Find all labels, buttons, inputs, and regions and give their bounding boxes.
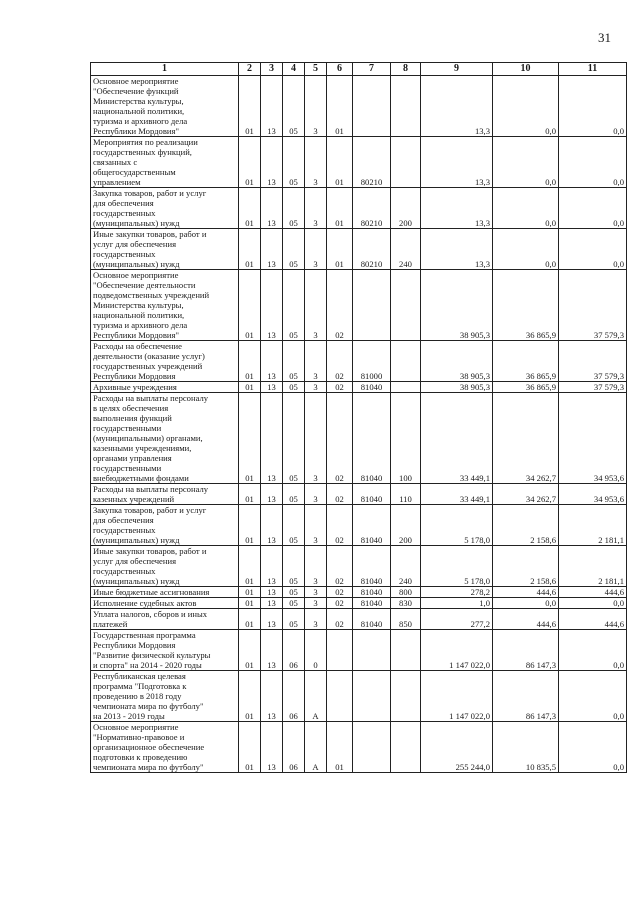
row-name-line: услуг для обеспечения (93, 556, 177, 566)
row-name-line: Мероприятия по реализации (93, 137, 198, 147)
code-cell-c4: 05 (283, 341, 305, 382)
row-name-cell (91, 229, 239, 270)
amount-cell-c9: 13,3 (421, 76, 493, 137)
code-cell-c5: 3 (305, 341, 327, 382)
column-header: 1 (91, 63, 239, 76)
code-cell-c2: 01 (239, 722, 261, 773)
table-row (91, 609, 627, 630)
code-cell-c4: 06 (283, 722, 305, 773)
table-row (91, 229, 627, 270)
code-cell-c6 (327, 630, 353, 671)
row-name-line: Архивные учреждения (93, 382, 177, 392)
code-cell-c3: 13 (261, 630, 283, 671)
table-row (91, 505, 627, 546)
code-cell-c6: 02 (327, 393, 353, 484)
table-row (91, 671, 627, 722)
amount-cell-c10: 0,0 (493, 598, 559, 609)
row-name-cell (91, 382, 239, 393)
code-cell-c4: 05 (283, 229, 305, 270)
row-name-line: Республики Мордовия" (93, 126, 179, 136)
column-header: 5 (305, 63, 327, 76)
row-name-line: (муниципальных) нужд (93, 259, 180, 269)
row-name-line: Республиканская целевая (93, 671, 186, 681)
row-name-line: национальной политики, (93, 310, 185, 320)
amount-cell-c11: 37 579,3 (559, 270, 627, 341)
row-name-line: Республики Мордовия (93, 640, 176, 650)
column-header: 3 (261, 63, 283, 76)
row-name-cell (91, 76, 239, 137)
code-cell-c2: 01 (239, 341, 261, 382)
code-cell-c8: 100 (391, 393, 421, 484)
amount-cell-c11: 444,6 (559, 609, 627, 630)
code-cell-c5: 3 (305, 598, 327, 609)
code-cell-c5: 3 (305, 587, 327, 598)
code-cell-c5: А (305, 671, 327, 722)
code-cell-c4: 06 (283, 630, 305, 671)
code-cell-c4: 05 (283, 137, 305, 188)
code-cell-c2: 01 (239, 382, 261, 393)
row-name-cell (91, 671, 239, 722)
code-cell-c7 (353, 722, 391, 773)
code-cell-c3: 13 (261, 484, 283, 505)
code-cell-c5: 3 (305, 609, 327, 630)
amount-cell-c10: 36 865,9 (493, 341, 559, 382)
row-name-cell (91, 137, 239, 188)
amount-cell-c9: 1 147 022,0 (421, 630, 493, 671)
code-cell-c4: 05 (283, 270, 305, 341)
code-cell-c5: 3 (305, 484, 327, 505)
code-cell-c8: 240 (391, 546, 421, 587)
code-cell-c8 (391, 137, 421, 188)
code-cell-c6: 01 (327, 722, 353, 773)
code-cell-c2: 01 (239, 137, 261, 188)
row-name-cell (91, 484, 239, 505)
amount-cell-c11: 2 181,1 (559, 546, 627, 587)
code-cell-c3: 13 (261, 609, 283, 630)
table-row (91, 630, 627, 671)
code-cell-c8: 200 (391, 505, 421, 546)
amount-cell-c11: 0,0 (559, 671, 627, 722)
amount-cell-c11: 34 953,6 (559, 484, 627, 505)
amount-cell-c10: 0,0 (493, 229, 559, 270)
row-name-line: услуг для обеспечения (93, 239, 177, 249)
row-name-line: Иные закупки товаров, работ и (93, 229, 207, 239)
table-row (91, 587, 627, 598)
table-row (91, 76, 627, 137)
row-name-line: государственными (93, 463, 162, 473)
row-name-line: Закупка товаров, работ и услуг (93, 188, 207, 198)
code-cell-c7: 80210 (353, 229, 391, 270)
code-cell-c3: 13 (261, 546, 283, 587)
row-name-line: Закупка товаров, работ и услуг (93, 505, 207, 515)
amount-cell-c11: 0,0 (559, 598, 627, 609)
code-cell-c5: 3 (305, 76, 327, 137)
amount-cell-c9: 13,3 (421, 229, 493, 270)
code-cell-c6 (327, 671, 353, 722)
table-row (91, 270, 627, 341)
row-name-line: чемпионата мира по футболу" (93, 762, 204, 772)
amount-cell-c9: 38 905,3 (421, 382, 493, 393)
code-cell-c5: 3 (305, 382, 327, 393)
row-name-line: проведению в 2018 году (93, 691, 182, 701)
row-name-line: Исполнение судебных актов (93, 598, 197, 608)
code-cell-c4: 05 (283, 598, 305, 609)
amount-cell-c11: 0,0 (559, 722, 627, 773)
amount-cell-c9: 33 449,1 (421, 484, 493, 505)
code-cell-c7: 80210 (353, 188, 391, 229)
row-name-line: Министерства культуры, (93, 96, 184, 106)
column-header: 11 (559, 63, 627, 76)
row-name-cell (91, 188, 239, 229)
code-cell-c6: 02 (327, 382, 353, 393)
code-cell-c4: 05 (283, 76, 305, 137)
amount-cell-c11: 0,0 (559, 188, 627, 229)
code-cell-c3: 13 (261, 270, 283, 341)
header-row (91, 63, 627, 76)
code-cell-c2: 01 (239, 587, 261, 598)
row-name-line: государственных (93, 525, 156, 535)
code-cell-c4: 05 (283, 393, 305, 484)
code-cell-c6: 02 (327, 484, 353, 505)
code-cell-c6: 01 (327, 137, 353, 188)
code-cell-c2: 01 (239, 188, 261, 229)
row-name-line: Министерства культуры, (93, 300, 184, 310)
amount-cell-c10: 86 147,3 (493, 630, 559, 671)
code-cell-c8: 110 (391, 484, 421, 505)
code-cell-c4: 05 (283, 188, 305, 229)
code-cell-c4: 06 (283, 671, 305, 722)
row-name-cell (91, 505, 239, 546)
column-header: 7 (353, 63, 391, 76)
row-name-line: Основное мероприятие (93, 722, 179, 732)
row-name-line: чемпионата мира по футболу" (93, 701, 204, 711)
code-cell-c4: 05 (283, 546, 305, 587)
code-cell-c6: 02 (327, 598, 353, 609)
amount-cell-c10: 444,6 (493, 587, 559, 598)
code-cell-c5: 3 (305, 270, 327, 341)
amount-cell-c11: 37 579,3 (559, 341, 627, 382)
code-cell-c8 (391, 270, 421, 341)
row-name-line: государственных (93, 249, 156, 259)
code-cell-c3: 13 (261, 598, 283, 609)
code-cell-c7: 81040 (353, 393, 391, 484)
code-cell-c7: 81040 (353, 546, 391, 587)
amount-cell-c10: 0,0 (493, 76, 559, 137)
code-cell-c5: А (305, 722, 327, 773)
code-cell-c3: 13 (261, 671, 283, 722)
code-cell-c3: 13 (261, 341, 283, 382)
row-name-line: Расходы на обеспечение (93, 341, 182, 351)
code-cell-c2: 01 (239, 505, 261, 546)
row-name-cell (91, 341, 239, 382)
row-name-line: в целях обеспечения (93, 403, 169, 413)
code-cell-c6: 02 (327, 587, 353, 598)
code-cell-c2: 01 (239, 270, 261, 341)
code-cell-c2: 01 (239, 630, 261, 671)
row-name-line: выполнения функций (93, 413, 172, 423)
code-cell-c3: 13 (261, 505, 283, 546)
code-cell-c7: 81040 (353, 484, 391, 505)
row-name-line: внебюджетными фондами (93, 473, 189, 483)
row-name-cell (91, 546, 239, 587)
row-name-line: государственных (93, 208, 156, 218)
column-header: 10 (493, 63, 559, 76)
code-cell-c3: 13 (261, 137, 283, 188)
row-name-line: (муниципальных) нужд (93, 218, 180, 228)
amount-cell-c9: 38 905,3 (421, 341, 493, 382)
code-cell-c6: 02 (327, 270, 353, 341)
column-header: 8 (391, 63, 421, 76)
amount-cell-c9: 5 178,0 (421, 546, 493, 587)
code-cell-c7: 81040 (353, 587, 391, 598)
row-name-line: общегосударственным (93, 167, 176, 177)
table-row (91, 137, 627, 188)
table-row (91, 484, 627, 505)
row-name-line: организационное обеспечение (93, 742, 205, 752)
row-name-cell (91, 609, 239, 630)
code-cell-c8: 800 (391, 587, 421, 598)
row-name-line: "Нормативно-правовое и (93, 732, 185, 742)
amount-cell-c10: 34 262,7 (493, 484, 559, 505)
code-cell-c3: 13 (261, 722, 283, 773)
amount-cell-c10: 34 262,7 (493, 393, 559, 484)
row-name-line: туризма и архивного дела (93, 116, 188, 126)
code-cell-c8 (391, 76, 421, 137)
code-cell-c8 (391, 630, 421, 671)
amount-cell-c9: 38 905,3 (421, 270, 493, 341)
row-name-line: (муниципальных) нужд (93, 576, 180, 586)
row-name-line: государственных учреждений (93, 361, 203, 371)
row-name-line: органами управления (93, 453, 172, 463)
code-cell-c7 (353, 76, 391, 137)
row-name-line: платежей (93, 619, 128, 629)
row-name-cell (91, 722, 239, 773)
column-header: 6 (327, 63, 353, 76)
row-name-line: казенными учреждениями, (93, 443, 192, 453)
code-cell-c2: 01 (239, 546, 261, 587)
row-name-line: Основное мероприятие (93, 270, 179, 280)
code-cell-c4: 05 (283, 505, 305, 546)
row-name-line: "Обеспечение деятельности (93, 280, 196, 290)
code-cell-c6: 02 (327, 341, 353, 382)
row-name-line: государственных функций, (93, 147, 192, 157)
row-name-line: Республики Мордовия (93, 371, 176, 381)
code-cell-c7: 81040 (353, 382, 391, 393)
code-cell-c3: 13 (261, 382, 283, 393)
amount-cell-c11: 0,0 (559, 229, 627, 270)
row-name-line: для обеспечения (93, 198, 154, 208)
amount-cell-c9: 255 244,0 (421, 722, 493, 773)
code-cell-c5: 3 (305, 505, 327, 546)
row-name-line: подготовки к проведению (93, 752, 188, 762)
code-cell-c5: 3 (305, 229, 327, 270)
amount-cell-c11: 0,0 (559, 76, 627, 137)
code-cell-c4: 05 (283, 609, 305, 630)
code-cell-c2: 01 (239, 609, 261, 630)
row-name-line: (муниципальных) нужд (93, 535, 180, 545)
code-cell-c5: 3 (305, 188, 327, 229)
amount-cell-c10: 444,6 (493, 609, 559, 630)
row-name-line: государственными (93, 423, 162, 433)
amount-cell-c10: 2 158,6 (493, 546, 559, 587)
code-cell-c2: 01 (239, 76, 261, 137)
row-name-line: управлением (93, 177, 141, 187)
code-cell-c2: 01 (239, 484, 261, 505)
code-cell-c2: 01 (239, 671, 261, 722)
row-name-line: национальной политики, (93, 106, 185, 116)
table-row (91, 188, 627, 229)
row-name-line: связанных с (93, 157, 138, 167)
column-header: 9 (421, 63, 493, 76)
amount-cell-c11: 444,6 (559, 587, 627, 598)
amount-cell-c11: 0,0 (559, 630, 627, 671)
code-cell-c3: 13 (261, 188, 283, 229)
row-name-line: деятельности (оказание услуг) (93, 351, 205, 361)
amount-cell-c10: 36 865,9 (493, 382, 559, 393)
row-name-line: на 2013 - 2019 годы (93, 711, 165, 721)
code-cell-c5: 3 (305, 393, 327, 484)
row-name-line: Республики Мордовия" (93, 330, 179, 340)
table-row (91, 598, 627, 609)
code-cell-c7: 80210 (353, 137, 391, 188)
code-cell-c7: 81000 (353, 341, 391, 382)
code-cell-c8: 240 (391, 229, 421, 270)
code-cell-c6: 02 (327, 546, 353, 587)
amount-cell-c10: 2 158,6 (493, 505, 559, 546)
code-cell-c5: 3 (305, 137, 327, 188)
amount-cell-c11: 2 181,1 (559, 505, 627, 546)
code-cell-c4: 05 (283, 587, 305, 598)
code-cell-c8 (391, 671, 421, 722)
code-cell-c8 (391, 341, 421, 382)
row-name-line: Основное мероприятие (93, 76, 179, 86)
amount-cell-c9: 278,2 (421, 587, 493, 598)
row-name-line: (муниципальными) органами, (93, 433, 203, 443)
code-cell-c7 (353, 270, 391, 341)
amount-cell-c9: 13,3 (421, 188, 493, 229)
code-cell-c8 (391, 722, 421, 773)
code-cell-c7: 81040 (353, 505, 391, 546)
row-name-cell (91, 587, 239, 598)
code-cell-c8: 200 (391, 188, 421, 229)
row-name-line: государственных (93, 566, 156, 576)
table-row (91, 722, 627, 773)
code-cell-c4: 05 (283, 484, 305, 505)
code-cell-c7: 81040 (353, 598, 391, 609)
amount-cell-c9: 1 147 022,0 (421, 671, 493, 722)
code-cell-c7 (353, 630, 391, 671)
row-name-cell (91, 270, 239, 341)
amount-cell-c10: 0,0 (493, 137, 559, 188)
code-cell-c6: 01 (327, 188, 353, 229)
row-name-line: "Обеспечение функций (93, 86, 179, 96)
amount-cell-c9: 33 449,1 (421, 393, 493, 484)
row-name-line: подведомственных учреждений (93, 290, 210, 300)
amount-cell-c10: 0,0 (493, 188, 559, 229)
row-name-line: программа "Подготовка к (93, 681, 187, 691)
code-cell-c4: 05 (283, 382, 305, 393)
code-cell-c2: 01 (239, 229, 261, 270)
row-name-line: "Развитие физической культуры (93, 650, 211, 660)
code-cell-c7: 81040 (353, 609, 391, 630)
amount-cell-c11: 34 953,6 (559, 393, 627, 484)
row-name-cell (91, 630, 239, 671)
row-name-line: и спорта" на 2014 - 2020 годы (93, 660, 202, 670)
amount-cell-c9: 5 178,0 (421, 505, 493, 546)
row-name-line: туризма и архивного дела (93, 320, 188, 330)
code-cell-c8: 850 (391, 609, 421, 630)
budget-table (90, 62, 627, 773)
code-cell-c5: 0 (305, 630, 327, 671)
code-cell-c6: 02 (327, 505, 353, 546)
row-name-line: Иные закупки товаров, работ и (93, 546, 207, 556)
row-name-line: Иные бюджетные ассигнования (93, 587, 210, 597)
table-row (91, 546, 627, 587)
column-header: 4 (283, 63, 305, 76)
amount-cell-c9: 13,3 (421, 137, 493, 188)
column-header: 2 (239, 63, 261, 76)
code-cell-c6: 02 (327, 609, 353, 630)
row-name-line: Государственная программа (93, 630, 196, 640)
code-cell-c3: 13 (261, 587, 283, 598)
row-name-line: Расходы на выплаты персоналу (93, 484, 209, 494)
code-cell-c3: 13 (261, 393, 283, 484)
code-cell-c6: 01 (327, 229, 353, 270)
amount-cell-c11: 0,0 (559, 137, 627, 188)
row-name-line: Расходы на выплаты персоналу (93, 393, 209, 403)
amount-cell-c10: 36 865,9 (493, 270, 559, 341)
row-name-line: Уплата налогов, сборов и иных (93, 609, 208, 619)
code-cell-c6: 01 (327, 76, 353, 137)
amount-cell-c10: 86 147,3 (493, 671, 559, 722)
amount-cell-c9: 277,2 (421, 609, 493, 630)
table-row (91, 341, 627, 382)
code-cell-c3: 13 (261, 229, 283, 270)
code-cell-c8: 830 (391, 598, 421, 609)
table-row (91, 382, 627, 393)
code-cell-c2: 01 (239, 598, 261, 609)
code-cell-c5: 3 (305, 546, 327, 587)
row-name-cell (91, 598, 239, 609)
row-name-cell (91, 393, 239, 484)
code-cell-c7 (353, 671, 391, 722)
amount-cell-c10: 10 835,5 (493, 722, 559, 773)
row-name-line: казенных учреждений (93, 494, 175, 504)
amount-cell-c9: 1,0 (421, 598, 493, 609)
amount-cell-c11: 37 579,3 (559, 382, 627, 393)
code-cell-c3: 13 (261, 76, 283, 137)
table-row (91, 393, 627, 484)
code-cell-c8 (391, 382, 421, 393)
row-name-line: для обеспечения (93, 515, 154, 525)
code-cell-c2: 01 (239, 393, 261, 484)
page-number: 31 (598, 30, 611, 45)
